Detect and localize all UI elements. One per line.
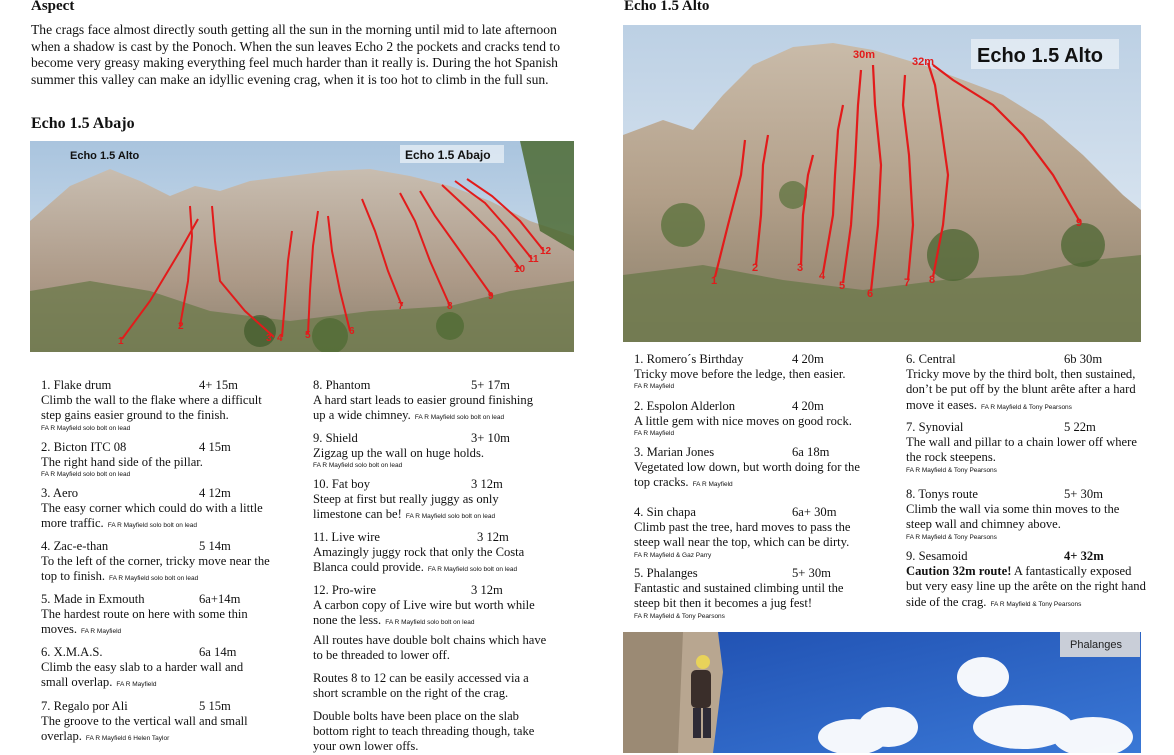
route-grade: 5 14m [199, 539, 231, 553]
route-title: 6. X.M.A.S. [41, 645, 103, 659]
abajo-route-5 [41, 592, 271, 640]
abajo-route-7 [41, 699, 271, 747]
route-title: 3. Aero [41, 486, 79, 500]
abajo-photo-label-left: Echo 1.5 Alto [70, 150, 140, 162]
abajo-route-4 [41, 539, 281, 587]
route-title: 11. Live wire [313, 530, 381, 544]
alto-length-30m: 30m [853, 49, 876, 61]
route-grade: 3 12m [477, 530, 509, 544]
route-grade: 4 15m [199, 440, 231, 454]
route-title: 5. Phalanges [634, 566, 698, 580]
abajo-route-9 [313, 431, 543, 470]
route-fa: FA R Mayfield & Tony Pearsons [906, 466, 997, 474]
abajo-marker-10: 10 [514, 264, 526, 275]
route-desc: Vegetated low down, but worth doing for the top cracks. [634, 460, 860, 490]
abajo-route-11 [313, 530, 549, 578]
route-fa: FA R Mayfield & Tony Pearsons [906, 533, 997, 541]
route-title: 9. Shield [313, 431, 358, 445]
abajo-marker-7: 7 [398, 301, 404, 312]
alto-photo-label: Echo 1.5 Alto [977, 45, 1103, 67]
route-fa: FA R Mayfield solo bolt on lead [405, 513, 496, 521]
abajo-marker-11: 11 [528, 254, 539, 265]
route-fa: FA R Mayfield [692, 481, 733, 489]
route-fa: FA R Mayfield & Gaz Parry [634, 551, 712, 559]
route-grade: 6a+ 30m [792, 505, 837, 519]
route-grade: 5+ 30m [792, 566, 831, 580]
abajo-marker-4: 4 [277, 333, 283, 344]
alto-route-6 [906, 352, 1146, 415]
alto-route-9 [906, 549, 1146, 612]
route-desc: A carbon copy of Live wire but worth while none the less. [313, 598, 535, 628]
route-desc: The hardest route on here with some thin moves. [41, 607, 248, 637]
abajo-note-3: Double bolts have been place on the slab bottom right to teach threading though, take your own lower offs. [313, 709, 535, 754]
alto-marker-1: 1 [711, 275, 718, 287]
route-title: 7. Regalo por Ali [41, 699, 128, 713]
route-title: 1. Romero´s Birthday [634, 352, 744, 366]
route-grade: 3+ 10m [471, 431, 510, 445]
abajo-route-3 [41, 486, 271, 534]
route-grade: 4+ 15m [199, 378, 238, 392]
route-title: 10. Fat boy [313, 477, 371, 491]
route-title: 5. Made in Exmouth [41, 592, 145, 606]
route-desc: The groove to the vertical wall and small overlap. [41, 714, 248, 744]
alto-marker-7: 7 [904, 277, 911, 289]
route-fa: FA R Mayfield [81, 628, 122, 636]
route-caution: Caution 32m route! [906, 564, 1012, 579]
abajo-marker-5: 5 [305, 330, 311, 341]
alto-route-4 [634, 505, 864, 560]
route-title: 9. Sesamoid [906, 549, 968, 563]
route-fa: FA R Mayfield & Tony Pearsons [634, 612, 725, 620]
abajo-marker-2: 2 [178, 321, 184, 332]
route-grade: 5 15m [199, 699, 231, 713]
route-grade: 5+ 30m [1064, 487, 1103, 501]
route-fa: FA R Mayfield & Tony Pearsons [990, 600, 1082, 608]
abajo-marker-1: 1 [118, 336, 124, 347]
route-grade: 4 20m [792, 352, 824, 366]
abajo-route-12 [313, 583, 543, 631]
abajo-marker-6: 6 [349, 326, 355, 337]
aspect-heading: Aspect [31, 0, 75, 14]
route-desc: A little gem with nice moves on good rock. [634, 414, 852, 429]
abajo-route-6 [41, 645, 271, 693]
alto-marker-6: 6 [867, 288, 874, 300]
route-fa: FA R Mayfield [634, 430, 675, 438]
route-desc: Fantastic and sustained climbing until the steep bit then it becomes a jug fest! [634, 581, 844, 611]
abajo-topo-photo [30, 141, 574, 352]
route-title: 3. Marian Jones [634, 445, 715, 459]
alto-marker-8: 8 [929, 274, 936, 286]
route-grade: 4+ 32m [1064, 549, 1104, 563]
route-desc: Tricky move by the third bolt, then sustained, don’t be put off by the blunt arête after a hard move it eases. [906, 367, 1136, 412]
abajo-route-2 [41, 440, 271, 479]
route-desc: The easy corner which could do with a little more traffic. [41, 501, 263, 531]
route-fa: FA R Mayfield solo bolt on lead [107, 522, 197, 530]
aspect-text: The crags face almost directly south getting all the sun in the morning until mid to late afternoon when a shadow is cast by the Ponoch. When the sun leaves Echo 2 the pockets and cracks tend to become very greasy making everything feel much harder than it really is. During the hot Spanish summer this valley can make an idyllic evening crag, when it is too hot to climb in the full sun. [31, 22, 561, 87]
abajo-marker-3: 3 [266, 333, 272, 344]
route-fa: FA R Mayfield & Tony Pearsons [981, 403, 1072, 411]
route-desc: Amazingly juggy rock that only the Costa Blanca could provide. [313, 545, 525, 575]
route-title: 1. Flake drum [41, 378, 112, 392]
abajo-route-1 [41, 378, 271, 433]
route-desc: Climb the wall to the flake where a difficult step gains easier ground to the finish. [41, 393, 262, 423]
alto-length-32m: 32m [912, 56, 935, 68]
route-fa: FA R Mayfield solo bolt on lead [41, 471, 131, 479]
route-title: 8. Phantom [313, 378, 371, 392]
alto-marker-3: 3 [797, 262, 804, 274]
abajo-marker-9: 9 [488, 291, 494, 302]
phalanges-photo [623, 632, 1141, 753]
alto-route-8 [906, 487, 1132, 542]
route-desc: A hard start leads to easier ground finishing up a wide chimney. [313, 393, 533, 423]
alto-marker-9: 9 [1076, 217, 1083, 229]
route-fa: FA R Mayfield solo bolt on lead [313, 462, 403, 470]
route-title: 4. Zac-e-than [41, 539, 109, 553]
alto-route-1 [634, 352, 864, 391]
route-desc: Climb the wall via some thin moves to the steep wall and chimney above. [906, 502, 1120, 532]
route-title: 2. Espolon Alderlon [634, 399, 736, 413]
route-title: 6. Central [906, 352, 956, 366]
abajo-marker-8: 8 [447, 301, 453, 312]
abajo-note-2: Routes 8 to 12 can be easily accessed via a short scramble on the right of the crag. [313, 671, 529, 701]
abajo-photo-label-right: Echo 1.5 Abajo [405, 148, 491, 162]
route-desc: The wall and pillar to a chain lower off where the rock steepens. [906, 435, 1137, 465]
route-desc: Climb the easy slab to a harder wall and small overlap. [41, 660, 244, 690]
phalanges-caption: Phalanges [1070, 639, 1122, 651]
route-desc: A fantastically exposed but very easy line up the arête on the right hand side of the crag. [906, 564, 1146, 609]
route-title: 7. Synovial [906, 420, 964, 434]
route-desc: Tricky move before the ledge, then easier. [634, 367, 846, 382]
route-grade: 3 12m [471, 477, 503, 491]
alto-route-5 [634, 566, 864, 621]
alto-marker-4: 4 [819, 270, 826, 282]
route-grade: 5+ 17m [471, 378, 510, 392]
route-fa: FA R Mayfield [116, 681, 157, 689]
route-title: 8. Tonys route [906, 487, 978, 501]
route-desc: Zigzag up the wall on huge holds. [313, 446, 485, 461]
abajo-marker-12: 12 [540, 246, 552, 257]
abajo-note-1: All routes have double bolt chains which have to be threaded to lower off. [313, 633, 547, 663]
alto-marker-5: 5 [839, 280, 846, 292]
route-fa: FA R Mayfield solo bolt on lead [41, 424, 131, 432]
abajo-route-10 [313, 477, 543, 525]
alto-route-3 [634, 445, 872, 493]
abajo-route-8 [313, 378, 543, 426]
alto-marker-2: 2 [752, 262, 759, 274]
route-grade: 6b 30m [1064, 352, 1103, 366]
route-grade: 6a 14m [199, 645, 237, 659]
route-grade: 4 20m [792, 399, 824, 413]
route-fa: FA R Mayfield [634, 383, 675, 391]
route-grade: 5 22m [1064, 420, 1096, 434]
alto-route-2 [634, 399, 864, 438]
route-grade: 6a 18m [792, 445, 830, 459]
route-grade: 4 12m [199, 486, 231, 500]
route-title: 2. Bicton ITC 08 [41, 440, 127, 454]
route-desc: Steep at first but really juggy as only limestone can be! [313, 492, 499, 522]
route-title: 12. Pro-wire [313, 583, 376, 597]
route-fa: FA R Mayfield solo bolt on lead [109, 575, 199, 583]
route-grade: 3 12m [471, 583, 503, 597]
alto-topo-photo [623, 25, 1141, 342]
route-fa: FA R Mayfield solo bolt on lead [385, 619, 475, 627]
route-desc: The right hand side of the pillar. [41, 455, 203, 470]
route-title: 4. Sin chapa [634, 505, 696, 519]
route-fa: FA R Mayfield solo bolt on lead [414, 414, 505, 422]
route-fa: FA R Mayfield 6 Helen Taylor [85, 735, 170, 743]
route-fa: FA R Mayfield solo bolt on lead [427, 566, 518, 574]
route-desc: To the left of the corner, tricky move near the top to finish. [41, 554, 270, 584]
route-desc: Climb past the tree, hard moves to pass the steep wall near the top, which can be dirty. [634, 520, 851, 550]
alto-route-7 [906, 420, 1146, 475]
abajo-heading: Echo 1.5 Abajo [31, 115, 135, 132]
alto-heading: Echo 1.5 Alto [624, 0, 710, 14]
route-grade: 6a+14m [199, 592, 241, 606]
